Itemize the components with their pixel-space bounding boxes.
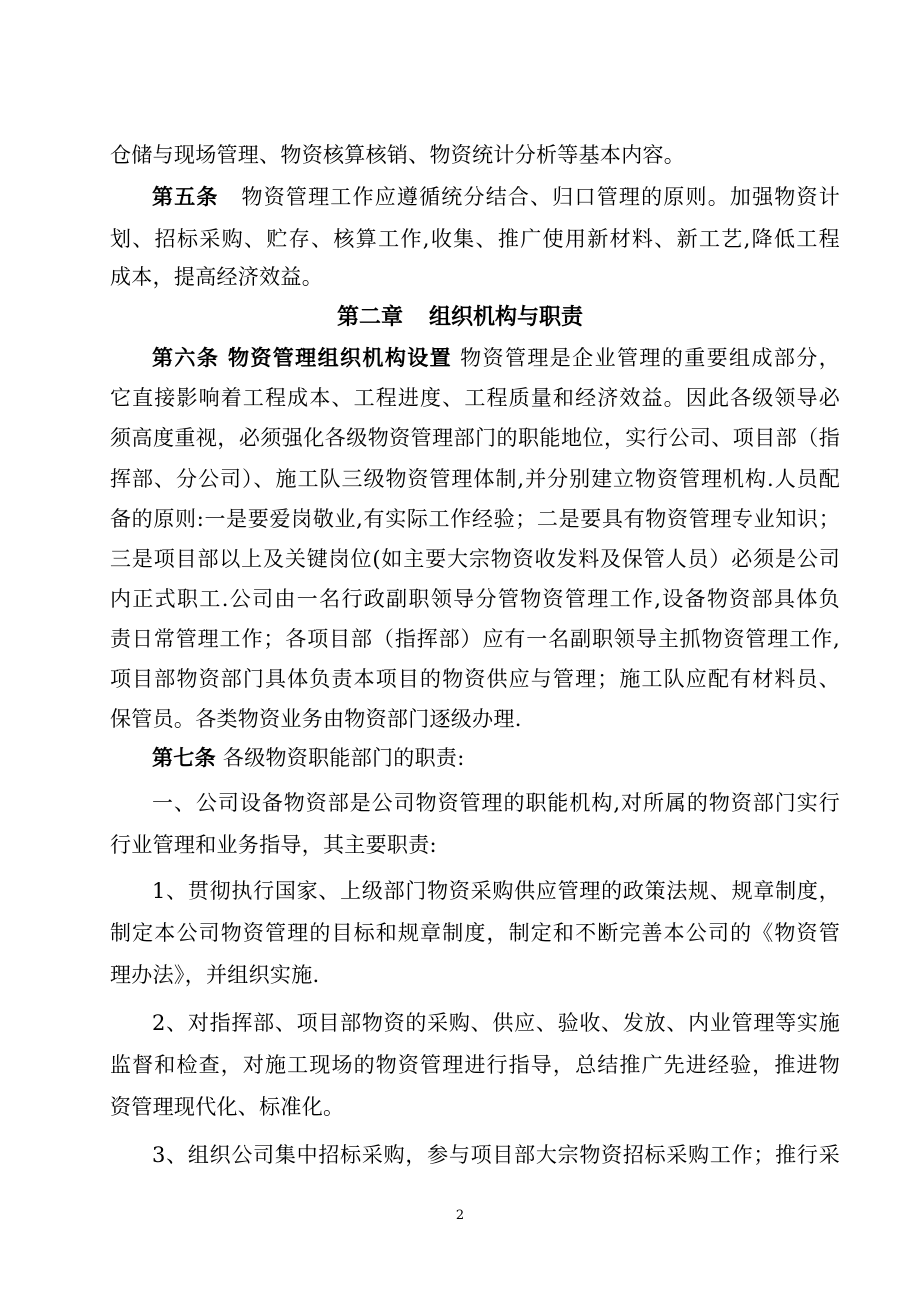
text-line: 资管理现代化、标准化。 [110,1095,345,1119]
text-line: 划、招标采购、贮存、核算工作,收集、推广使用新材料、新工艺,降低工程 [110,227,840,251]
text-line: 它直接影响着工程成本、工程进度、工程质量和经济效益。因此各级领导必 [110,386,840,410]
text-line: 项目部物资部门具体负责本项目的物资供应与管理；施工队应配有材料员、 [110,667,840,691]
text-line: 物资管理是企业管理的重要组成部分， [460,346,840,370]
text-line: 一、公司设备物资部是公司物资管理的职能机构,对所属的物资部门实行 [152,791,840,815]
text-line: 责日常管理工作；各项目部（指挥部）应有一名副职领导主抓物资管理工作, [110,627,840,651]
text-line: 物资管理工作应遵循统分结合、归口管理的原则。加强物资计 [240,185,840,209]
article-7-heading: 第七条 [152,745,216,770]
article-6-heading: 第六条 物资管理组织机构设置 [152,345,453,370]
text-line: 2、对指挥部、项目部物资的采购、供应、验收、发放、内业管理等实施 [152,1011,840,1035]
text-line: 须高度重视，必须强化各级物资管理部门的职能地位，实行公司、项目部（指 [110,426,840,450]
text-line: 挥部、分公司）、施工队三级物资管理体制,并分别建立物资管理机构.人员配 [110,467,840,491]
text-line: 保管员。各类物资业务由物资部门逐级办理. [110,707,522,731]
text-line: 监督和检查，对施工现场的物资管理进行指导，总结推广先进经验，推进物 [110,1053,840,1077]
article-5-heading: 第五条 [152,184,219,209]
text-line: 理办法》，并组织实施. [110,963,320,987]
text-line: 成本，提高经济效益。 [110,265,323,289]
text-line: 1、贯彻执行国家、上级部门物资采购供应管理的政策法规、规章制度， [152,879,840,903]
text-line: 三是项目部以上及关键岗位(如主要大宗物资收发料及保管人员）必须是公司 [110,547,840,571]
text-line: 仓储与现场管理、物资核算核销、物资统计分析等基本内容。 [110,143,686,167]
article-5-paragraph [152,182,840,212]
page-number: 2 [455,1208,465,1223]
chapter-heading [0,302,920,332]
text-line: 制定本公司物资管理的目标和规章制度，制定和不断完善本公司的《物资管 [110,921,840,945]
text-line: 各级物资职能部门的职责: [222,746,465,770]
text-line: 行业管理和业务指导，其主要职责: [110,833,437,857]
chapter-title: 组织机构与职责 [429,304,584,330]
article-6-paragraph [152,343,840,373]
text-line: 3、组织公司集中招标采购，参与项目部大宗物资招标采购工作；推行采 [152,1143,840,1167]
article-7-paragraph [152,743,840,773]
text-line: 内正式职工.公司由一名行政副职领导分管物资管理工作,设备物资部具体负 [110,587,840,611]
chapter-number: 第二章 [336,304,403,330]
text-line: 备的原则:一是要爱岗敬业,有实际工作经验；二是要具有物资管理专业知识； [110,507,840,531]
